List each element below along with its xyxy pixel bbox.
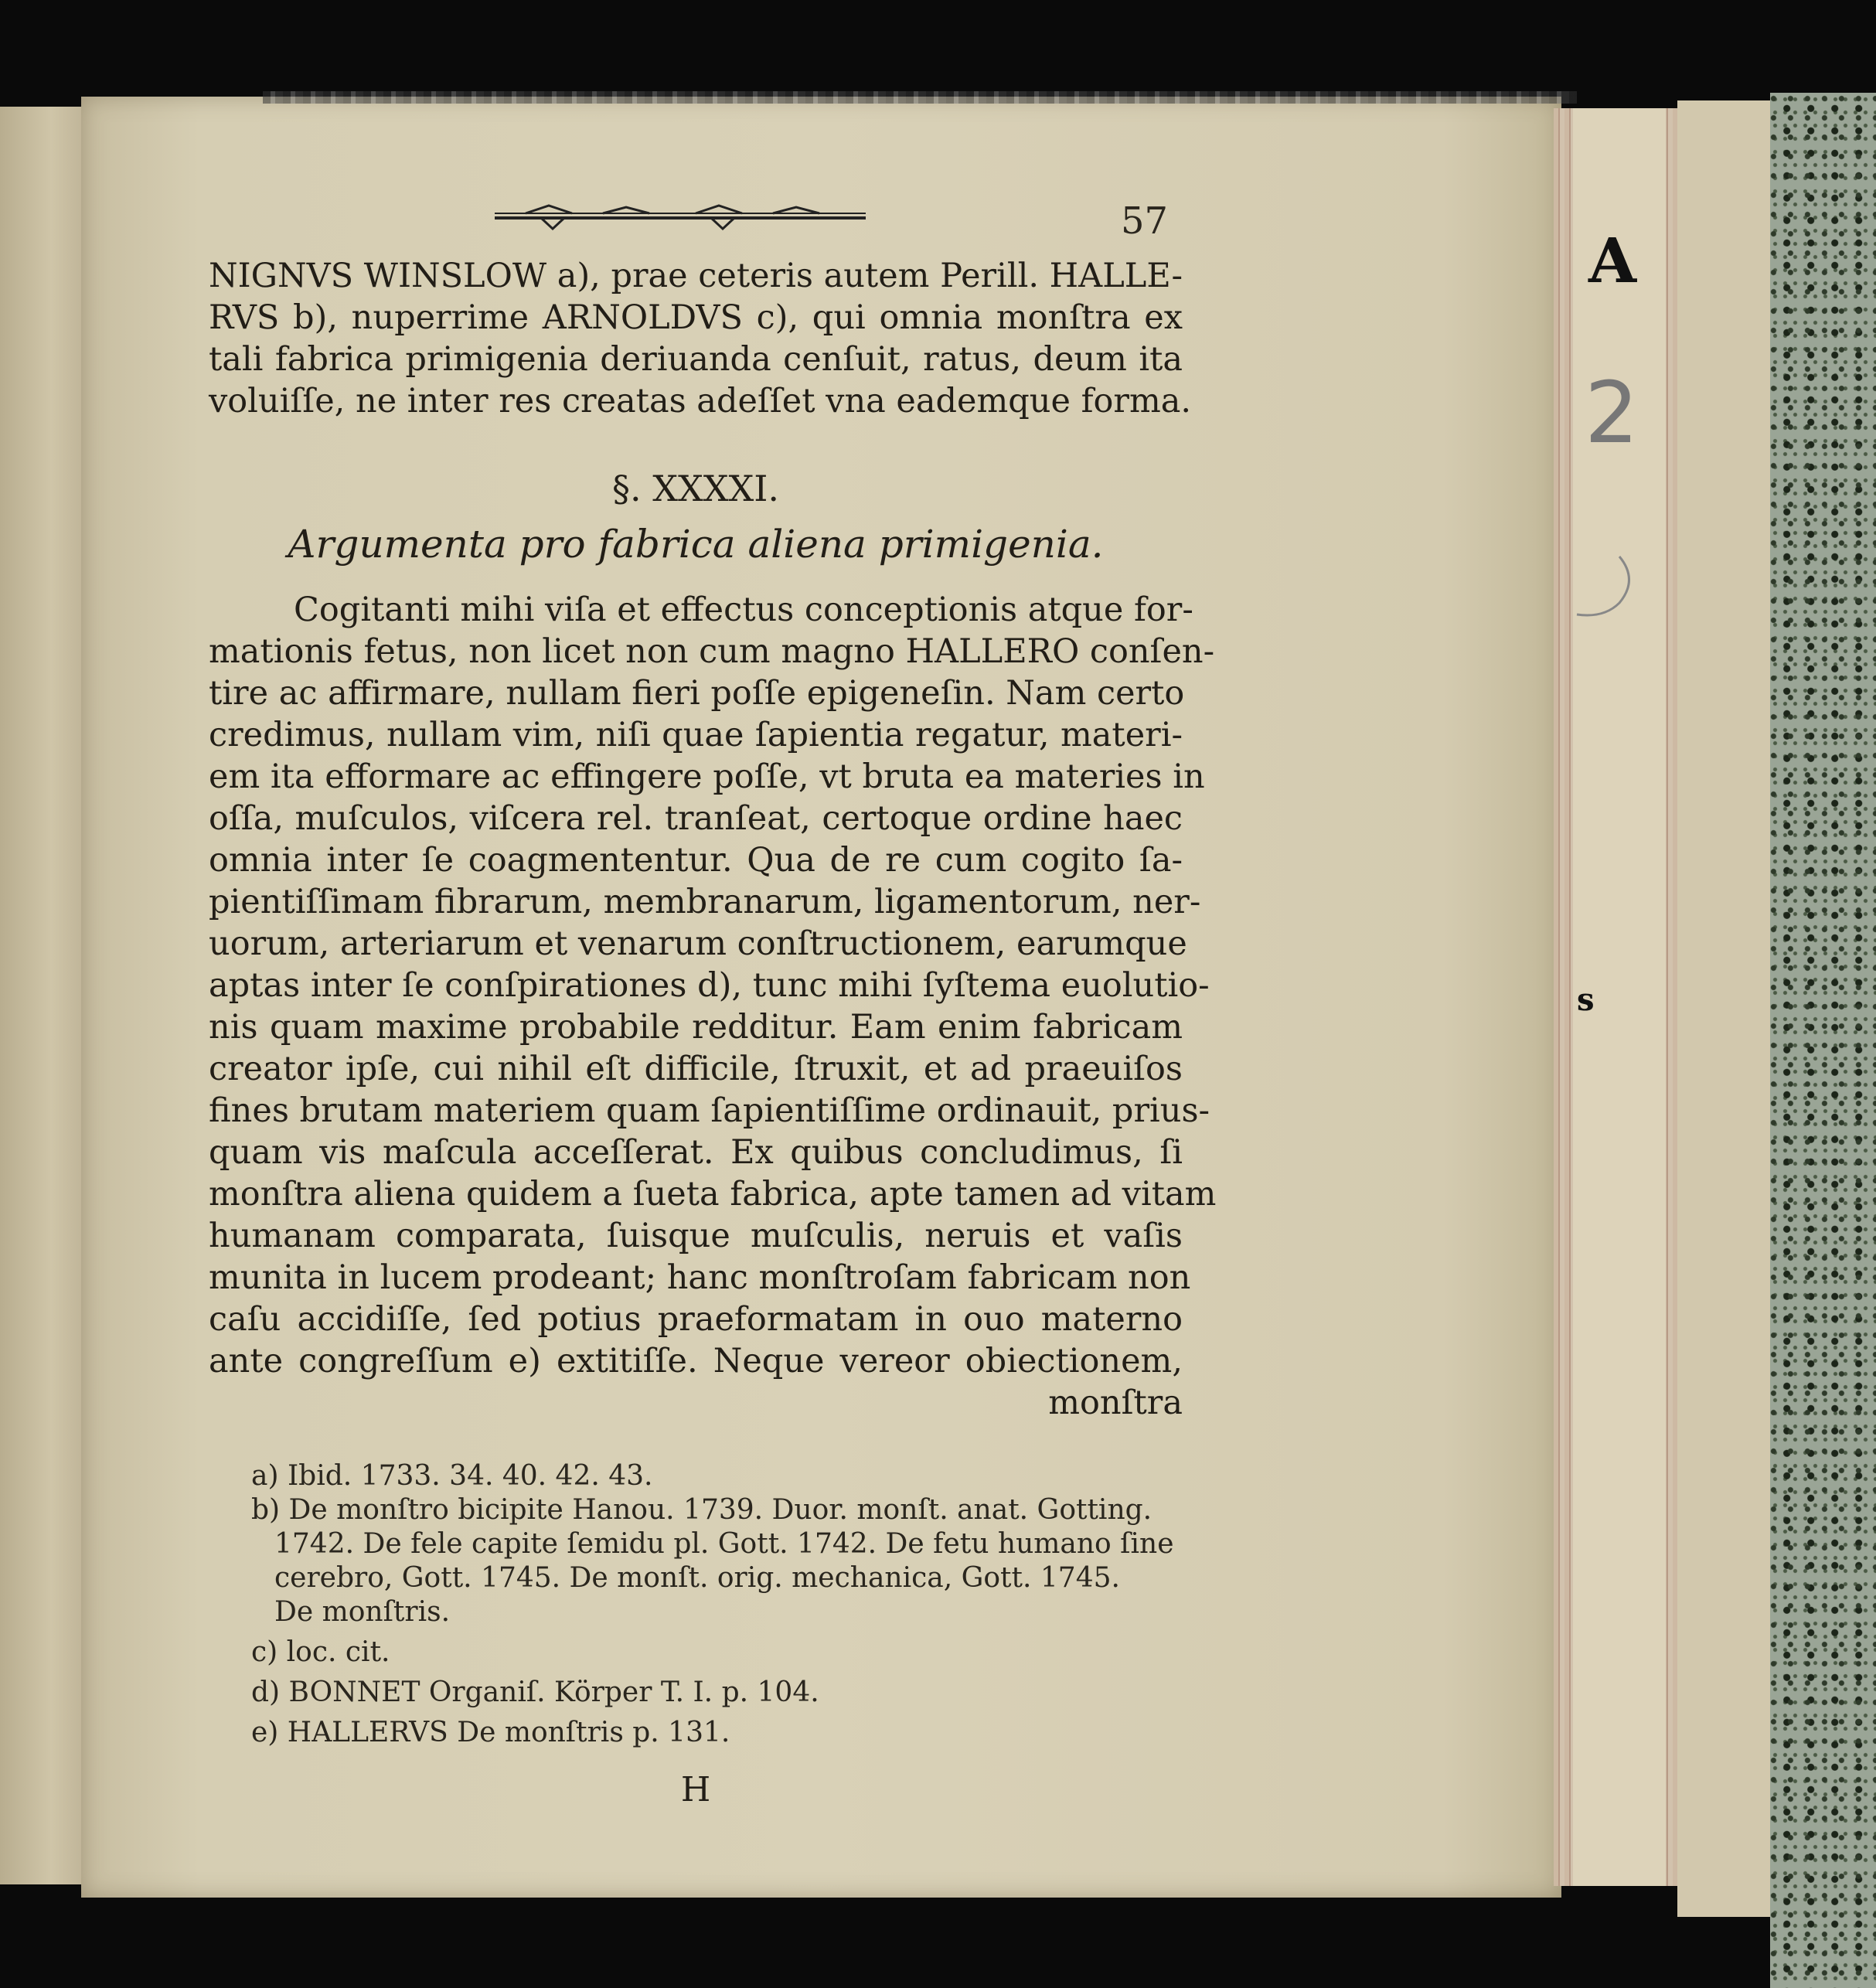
paragraph-line: monſtra aliena quidem a ſueta fabrica, apte tamen ad vitam [209, 1175, 1217, 1214]
footnote-continuation: 1742. De fele capite ſemidu pl. Gott. 1742. De fetu humano ſine [274, 1528, 1174, 1560]
body-line: RVS b), nuperrime ARNOLDVS c), qui omnia monſtra ex [209, 298, 1183, 337]
paragraph-line: caſu accidiſſe, ſed potius praeformatam in ouo materno [209, 1300, 1183, 1339]
edge-number: 2 [1585, 363, 1639, 462]
paragraph-line: fines brutam materiem quam ſapientiſſime ordinauit, prius- [209, 1091, 1210, 1130]
footnote: a) Ibid. 1733. 34. 40. 42. 43. [251, 1460, 653, 1492]
marbled-cover [1770, 93, 1876, 1988]
header-ornament [495, 203, 866, 233]
paragraph-line: nis quam maxime probabile redditur. Eam enim fabricam [209, 1008, 1183, 1047]
paragraph-line: quam vis maſcula acceſſerat. Ex quibus concludimus, ſi [209, 1133, 1183, 1172]
top-binding-edge [263, 91, 1577, 104]
footnote: e) HALLERVS De monſtris p. 131. [251, 1717, 730, 1748]
footnote-continuation: De monſtris. [274, 1596, 451, 1628]
paragraph-line: Cogitanti mihi viſa et effectus conceptionis atque for- [294, 591, 1193, 629]
body-line: NIGNVS WINSLOW a), prae ceteris autem Perill. HALLE- [209, 257, 1183, 295]
edge-pencil-mark [1573, 541, 1658, 665]
cover-board [1677, 100, 1786, 1917]
paragraph-line: uorum, arteriarum et venarum conſtructionem, earumque [209, 924, 1187, 963]
signature-mark: H [680, 1770, 711, 1809]
catchword: monſtra [1048, 1384, 1183, 1422]
paragraph-line: ante congreſſum e) extitiſſe. Neque vereor obiectionem, [209, 1342, 1183, 1380]
edge-letter: A [1588, 224, 1637, 297]
left-page-edge [0, 107, 85, 1884]
paragraph-line: pientiſſimam fibrarum, membranarum, ligamentorum, ner- [209, 883, 1201, 921]
paragraph-line: credimus, nullam vim, niſi quae ſapientia regatur, materi- [209, 716, 1183, 754]
footnote: c) loc. cit. [251, 1636, 390, 1668]
paragraph-line: munita in lucem prodeant; hanc monſtroſam fabricam non [209, 1258, 1191, 1297]
body-line: voluiſſe, ne inter res creatas adeſſet vna eademque forma. [209, 382, 1192, 420]
page-number: 57 [1121, 199, 1169, 243]
footnote: d) BONNET Organiſ. Körper T. I. p. 104. [251, 1677, 819, 1708]
footnote: b) De monſtro bicipite Hanou. 1739. Duor. monſt. anat. Gotting. [251, 1494, 1152, 1526]
section-title: Argumenta pro fabrica aliena primigenia. [288, 522, 1104, 567]
paragraph-line: aptas inter ſe conſpirationes d), tunc mihi ſyſtema euolutio- [209, 966, 1210, 1005]
paragraph-line: mationis fetus, non licet non cum magno HALLERO conſen- [209, 632, 1215, 671]
paragraph-line: oſſa, muſculos, viſcera rel. tranſeat, certoque ordine haec [209, 799, 1183, 838]
paragraph-line: em ita efformare ac effingere poſſe, vt bruta ea materies in [209, 757, 1205, 796]
body-line: tali fabrica primigenia deriuanda cenſuit, ratus, deum ita [209, 340, 1183, 379]
paragraph-line: humanam comparata, ſuisque muſculis, neruis et vaſis [209, 1217, 1183, 1255]
paragraph-line: creator ipſe, cui nihil eſt difficile, ſtruxit, et ad praeuiſos [209, 1050, 1183, 1088]
section-number: §. XXXXI. [611, 468, 780, 509]
label-strip [1573, 108, 1666, 1886]
edge-s-mark: s [1577, 982, 1595, 1018]
paragraph-line: tire ac affirmare, nullam fieri poſſe epigeneſin. Nam certo [209, 674, 1185, 713]
paragraph-line: omnia inter ſe coagmententur. Qua de re cum cogito ſa- [209, 841, 1183, 880]
footnote-continuation: cerebro, Gott. 1745. De monſt. orig. mechanica, Gott. 1745. [274, 1562, 1120, 1594]
